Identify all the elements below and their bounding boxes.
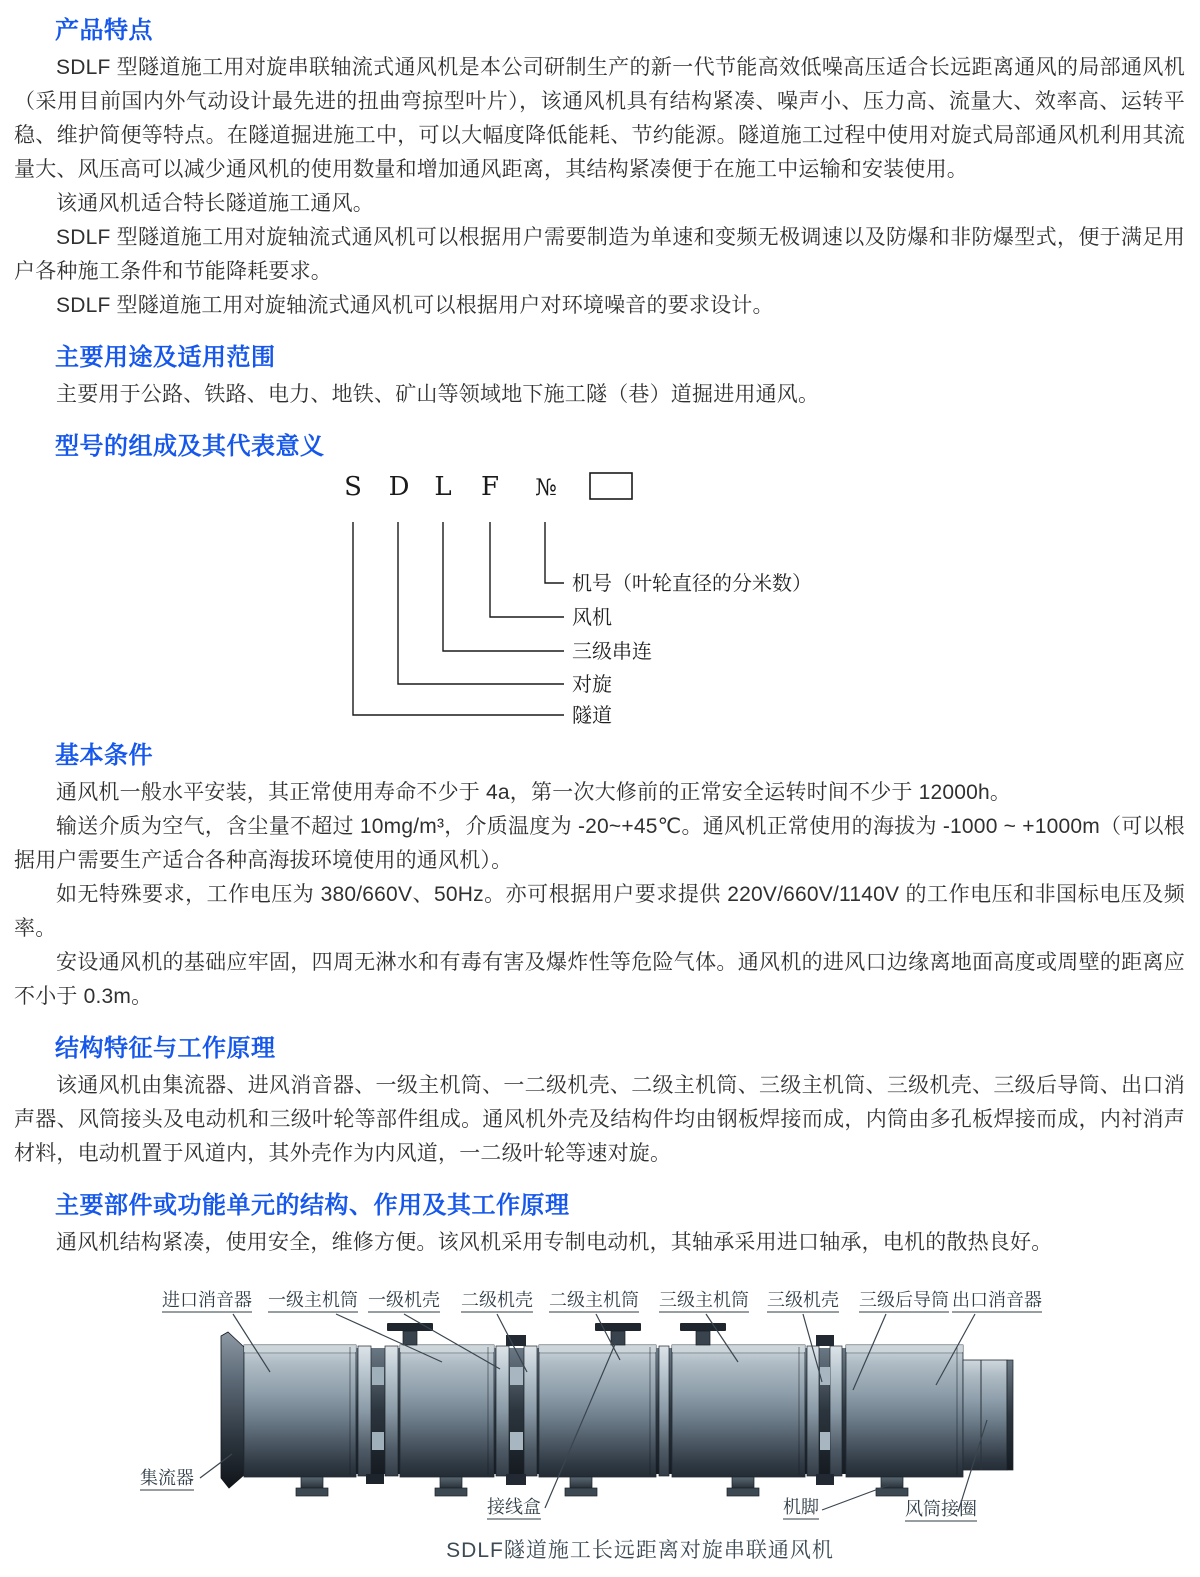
flange-ring bbox=[385, 1346, 398, 1476]
model-letter-s: S bbox=[344, 472, 362, 502]
features-paragraph-1: SDLF 型隧道施工用对旋串联轴流式通风机是本公司研制生产的新一代节能高效低噪高压适合长远距离通风的局部通风机（采用目前国内外气动设计最先进的扭曲弯掠型叶片），该通风机具有结构紧凑、噪声小、压力高、流量大、效率高、运转平稳、维护简便等特点。在隧道掘进施工中，可以大幅度降低能耗、节约能源。隧道施工过程中使用对旋式局部通风机利用其流量大、风压高可以减少通风机的使用数量和增加通风距离，其结构紧凑便于在施工中运输和安装使用。 bbox=[14, 56, 1185, 181]
section-components bbox=[14, 1185, 1185, 1260]
label-stage3-casing: 三级机壳 bbox=[767, 1290, 839, 1310]
flange-ring bbox=[524, 1346, 537, 1476]
label-duct-ring: 风筒接圈 bbox=[905, 1499, 977, 1519]
model-letter-no: № bbox=[535, 475, 557, 501]
model-code-diagram bbox=[14, 467, 1185, 735]
label-stage3-main: 三级主机筒 bbox=[659, 1290, 749, 1310]
flange-ring bbox=[496, 1346, 509, 1476]
model-label-no: 机号（叶轮直径的分米数） bbox=[572, 573, 812, 595]
label-stage2-main: 二级主机筒 bbox=[549, 1290, 639, 1310]
basics-paragraph-1: 通风机一般水平安装，其正常使用寿命不少于 4a，第一次大修前的正常安全运转时间不少于 12000h。 bbox=[56, 781, 1012, 804]
label-junction-box: 接线盒 bbox=[487, 1497, 541, 1517]
flange-lug bbox=[506, 1474, 526, 1485]
label-rear-guide: 三级后导筒 bbox=[859, 1290, 949, 1310]
label-outlet-silencer: 出口消音器 bbox=[952, 1290, 1042, 1310]
structure-heading: 结构特征与工作原理 bbox=[55, 1035, 276, 1062]
flange-bolt-patch bbox=[372, 1367, 384, 1385]
flange-lug bbox=[816, 1335, 834, 1346]
model-label-s: 隧道 bbox=[572, 705, 612, 727]
section-basics bbox=[14, 735, 1185, 1014]
label-stage1-casing: 一级机壳 bbox=[368, 1290, 440, 1310]
model-label-l: 三级串连 bbox=[572, 641, 652, 663]
usage-heading: 主要用途及适用范围 bbox=[55, 344, 276, 371]
flange-bolt-patch bbox=[510, 1432, 523, 1450]
collector-bell bbox=[221, 1332, 244, 1488]
components-paragraph-1: 通风机结构紧凑，使用安全，维修方便。该风机采用专制电动机，其轴承采用进口轴承，电机的散热良好。 bbox=[56, 1231, 1053, 1254]
fan-technical-drawing bbox=[14, 1272, 1185, 1572]
usage-paragraph-1: 主要用于公路、铁路、电力、地铁、矿山等领域地下施工隧（巷）道掘进用通风。 bbox=[56, 383, 820, 406]
flange-bolt-patch bbox=[510, 1367, 523, 1385]
basics-heading: 基本条件 bbox=[55, 742, 153, 769]
leader-d bbox=[398, 522, 564, 684]
fan-bottom-underlines bbox=[140, 1490, 977, 1521]
flange-bolt-patch bbox=[372, 1432, 384, 1450]
label-inlet-silencer: 进口消音器 bbox=[162, 1290, 252, 1310]
leader-no bbox=[545, 522, 564, 583]
flange-bolt-patch bbox=[820, 1367, 830, 1385]
components-heading: 主要部件或功能单元的结构、作用及其工作原理 bbox=[55, 1192, 570, 1219]
basics-paragraph-2: 输送介质为空气，含尘量不超过 10mg/m³，介质温度为 -20~+45℃。通风机正常使用的海拔为 -1000 ~ +1000m（可以根据用户需要生产适合各种高海拔环境使用的通风机）。 bbox=[14, 815, 1185, 872]
label-machine-foot: 机脚 bbox=[783, 1497, 819, 1517]
features-paragraph-2: 该通风机适合特长隧道施工通风。 bbox=[56, 192, 374, 215]
section-features bbox=[14, 10, 1185, 323]
model-letter-f: F bbox=[480, 472, 500, 502]
fan-diagram-caption: SDLF隧道施工长远距离对旋串联通风机 bbox=[446, 1539, 834, 1562]
section-model-code bbox=[14, 426, 1185, 735]
basics-paragraph-3: 如无特殊要求，工作电压为 380/660V、50Hz。亦可根据用户要求提供 220V/660V/1140V 的工作电压和非国标电压及频率。 bbox=[14, 883, 1185, 940]
leader-s bbox=[353, 522, 564, 715]
structure-paragraph-1: 该通风机由集流器、进风消音器、一级主机筒、一二级机壳、二级主机筒、三级主机筒、三级机壳、三级后导筒、出口消声器、风筒接头及电动机和三级叶轮等部件组成。通风机外壳及结构件均由钢板焊接而成，内筒由多孔板焊接而成，内衬消声材料，电动机置于风道内，其外壳作为内风道，一二级叶轮等速对旋。 bbox=[14, 1074, 1185, 1165]
features-paragraph-3: SDLF 型隧道施工用对旋轴流式通风机可以根据用户需要制造为单速和变频无极调速以及防爆和非防爆型式，便于满足用户各种施工条件和节能降耗要求。 bbox=[14, 226, 1185, 283]
features-heading: 产品特点 bbox=[55, 17, 153, 44]
leader-f bbox=[490, 522, 564, 617]
flange-bolt-patch bbox=[820, 1432, 830, 1450]
flange-ring bbox=[830, 1346, 842, 1476]
model-heading: 型号的组成及其代表意义 bbox=[55, 433, 325, 460]
basics-paragraph-4: 安设通风机的基础应牢固，四周无淋水和有毒有害及爆炸性等危险气体。通风机的进风口边缘离地面高度或周壁的距离应不小于 0.3m。 bbox=[14, 951, 1185, 1008]
stage3-main-cylinder bbox=[672, 1345, 805, 1477]
flange-ring bbox=[358, 1346, 371, 1476]
label-collector: 集流器 bbox=[140, 1468, 194, 1488]
flange-lug bbox=[366, 1474, 384, 1484]
label-stage1-main: 一级主机筒 bbox=[268, 1290, 358, 1310]
fan-machine-body bbox=[221, 1323, 1013, 1496]
section-usage bbox=[14, 337, 1185, 412]
model-label-f: 风机 bbox=[572, 607, 612, 629]
stage2-main-cylinder bbox=[539, 1345, 656, 1477]
outlet-ring bbox=[963, 1360, 1007, 1470]
flange-ring bbox=[659, 1346, 669, 1476]
model-size-box bbox=[590, 473, 632, 499]
model-label-d: 对旋 bbox=[572, 674, 612, 696]
features-paragraph-4: SDLF 型隧道施工用对旋轴流式通风机可以根据用户对环境噪音的要求设计。 bbox=[56, 294, 774, 317]
fan-diagram-figure bbox=[14, 1272, 1185, 1577]
section-structure bbox=[14, 1028, 1185, 1171]
leader-l bbox=[443, 522, 564, 651]
stage1-main-cylinder bbox=[400, 1345, 494, 1477]
outlet-end-cap bbox=[1007, 1360, 1013, 1470]
model-letter-l: L bbox=[434, 472, 452, 502]
flange-lug bbox=[816, 1474, 834, 1485]
inlet-silencer-cylinder bbox=[244, 1345, 356, 1477]
model-letter-d: D bbox=[388, 472, 410, 502]
label-stage2-casing: 二级机壳 bbox=[461, 1290, 533, 1310]
fan-top-labels bbox=[162, 1290, 1042, 1310]
